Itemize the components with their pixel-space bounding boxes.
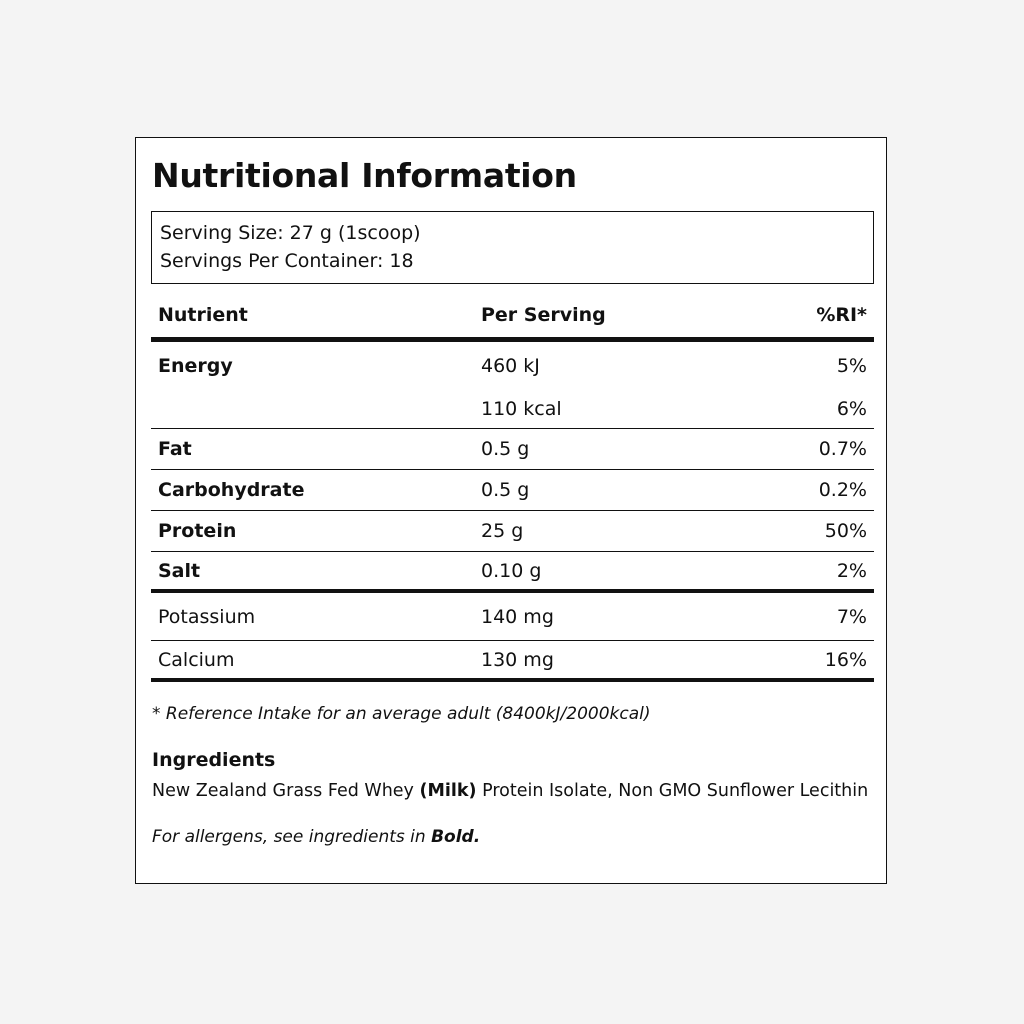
per-serving-value: 140 mg <box>481 605 554 628</box>
ri-value: 6% <box>836 398 867 420</box>
nutrient-name: Carbohydrate <box>158 479 305 501</box>
servings-per-container: Servings Per Container: 18 <box>160 250 414 272</box>
ri-value: 0.2% <box>818 479 867 501</box>
ingredients-heading: Ingredients <box>152 749 276 771</box>
serving-info-box <box>151 211 874 284</box>
nutrient-name: Energy <box>158 355 233 377</box>
allergen-note-text: For allergens, see ingredients in <box>152 827 432 847</box>
per-serving-value: 460 kJ <box>481 355 540 377</box>
table-row-fat <box>151 429 874 470</box>
ri-value: 7% <box>836 605 867 628</box>
allergen-note <box>152 827 480 847</box>
table-row-energy-kj <box>151 342 874 390</box>
nutrient-name: Fat <box>158 438 192 460</box>
per-serving-value: 110 kcal <box>481 398 562 420</box>
ingredients-text-start: New Zealand Grass Fed Whey <box>152 781 420 801</box>
table-row-protein <box>151 511 874 552</box>
reference-intake-footnote: * Reference Intake for an average adult (8400kJ/2000kcal) <box>152 704 651 724</box>
allergen-note-bold: Bold. <box>431 827 481 847</box>
per-serving-value: 130 mg <box>481 648 554 671</box>
per-serving-value: 0.5 g <box>481 438 530 460</box>
nutrition-label <box>135 137 887 884</box>
table-row-calcium <box>151 641 874 682</box>
serving-size: Serving Size: 27 g (1scoop) <box>160 222 421 244</box>
header-ri: %RI* <box>816 304 867 326</box>
table-row-salt <box>151 552 874 593</box>
ri-value: 2% <box>836 559 867 582</box>
label-title: Nutritional Information <box>152 156 577 195</box>
allergen-milk: (Milk) <box>419 781 477 801</box>
per-serving-value: 0.5 g <box>481 479 530 501</box>
ri-value: 5% <box>836 355 867 377</box>
ri-value: 16% <box>824 648 867 671</box>
header-per-serving: Per Serving <box>481 304 606 326</box>
table-header-row <box>151 293 874 342</box>
per-serving-value: 25 g <box>481 520 524 542</box>
ri-value: 0.7% <box>818 438 867 460</box>
nutrient-name: Calcium <box>158 648 235 671</box>
nutrition-table <box>151 293 874 682</box>
table-row-energy-kcal <box>151 390 874 429</box>
ingredients-text <box>152 781 868 801</box>
nutrient-name: Potassium <box>158 605 256 628</box>
table-row-carbohydrate <box>151 470 874 511</box>
ingredients-text-end: Protein Isolate, Non GMO Sunflower Lecithin <box>476 781 869 801</box>
header-nutrient: Nutrient <box>158 304 248 326</box>
per-serving-value: 0.10 g <box>481 559 542 582</box>
nutrient-name: Salt <box>158 559 201 582</box>
ri-value: 50% <box>824 520 867 542</box>
table-row-potassium <box>151 593 874 641</box>
nutrient-name: Protein <box>158 520 237 542</box>
